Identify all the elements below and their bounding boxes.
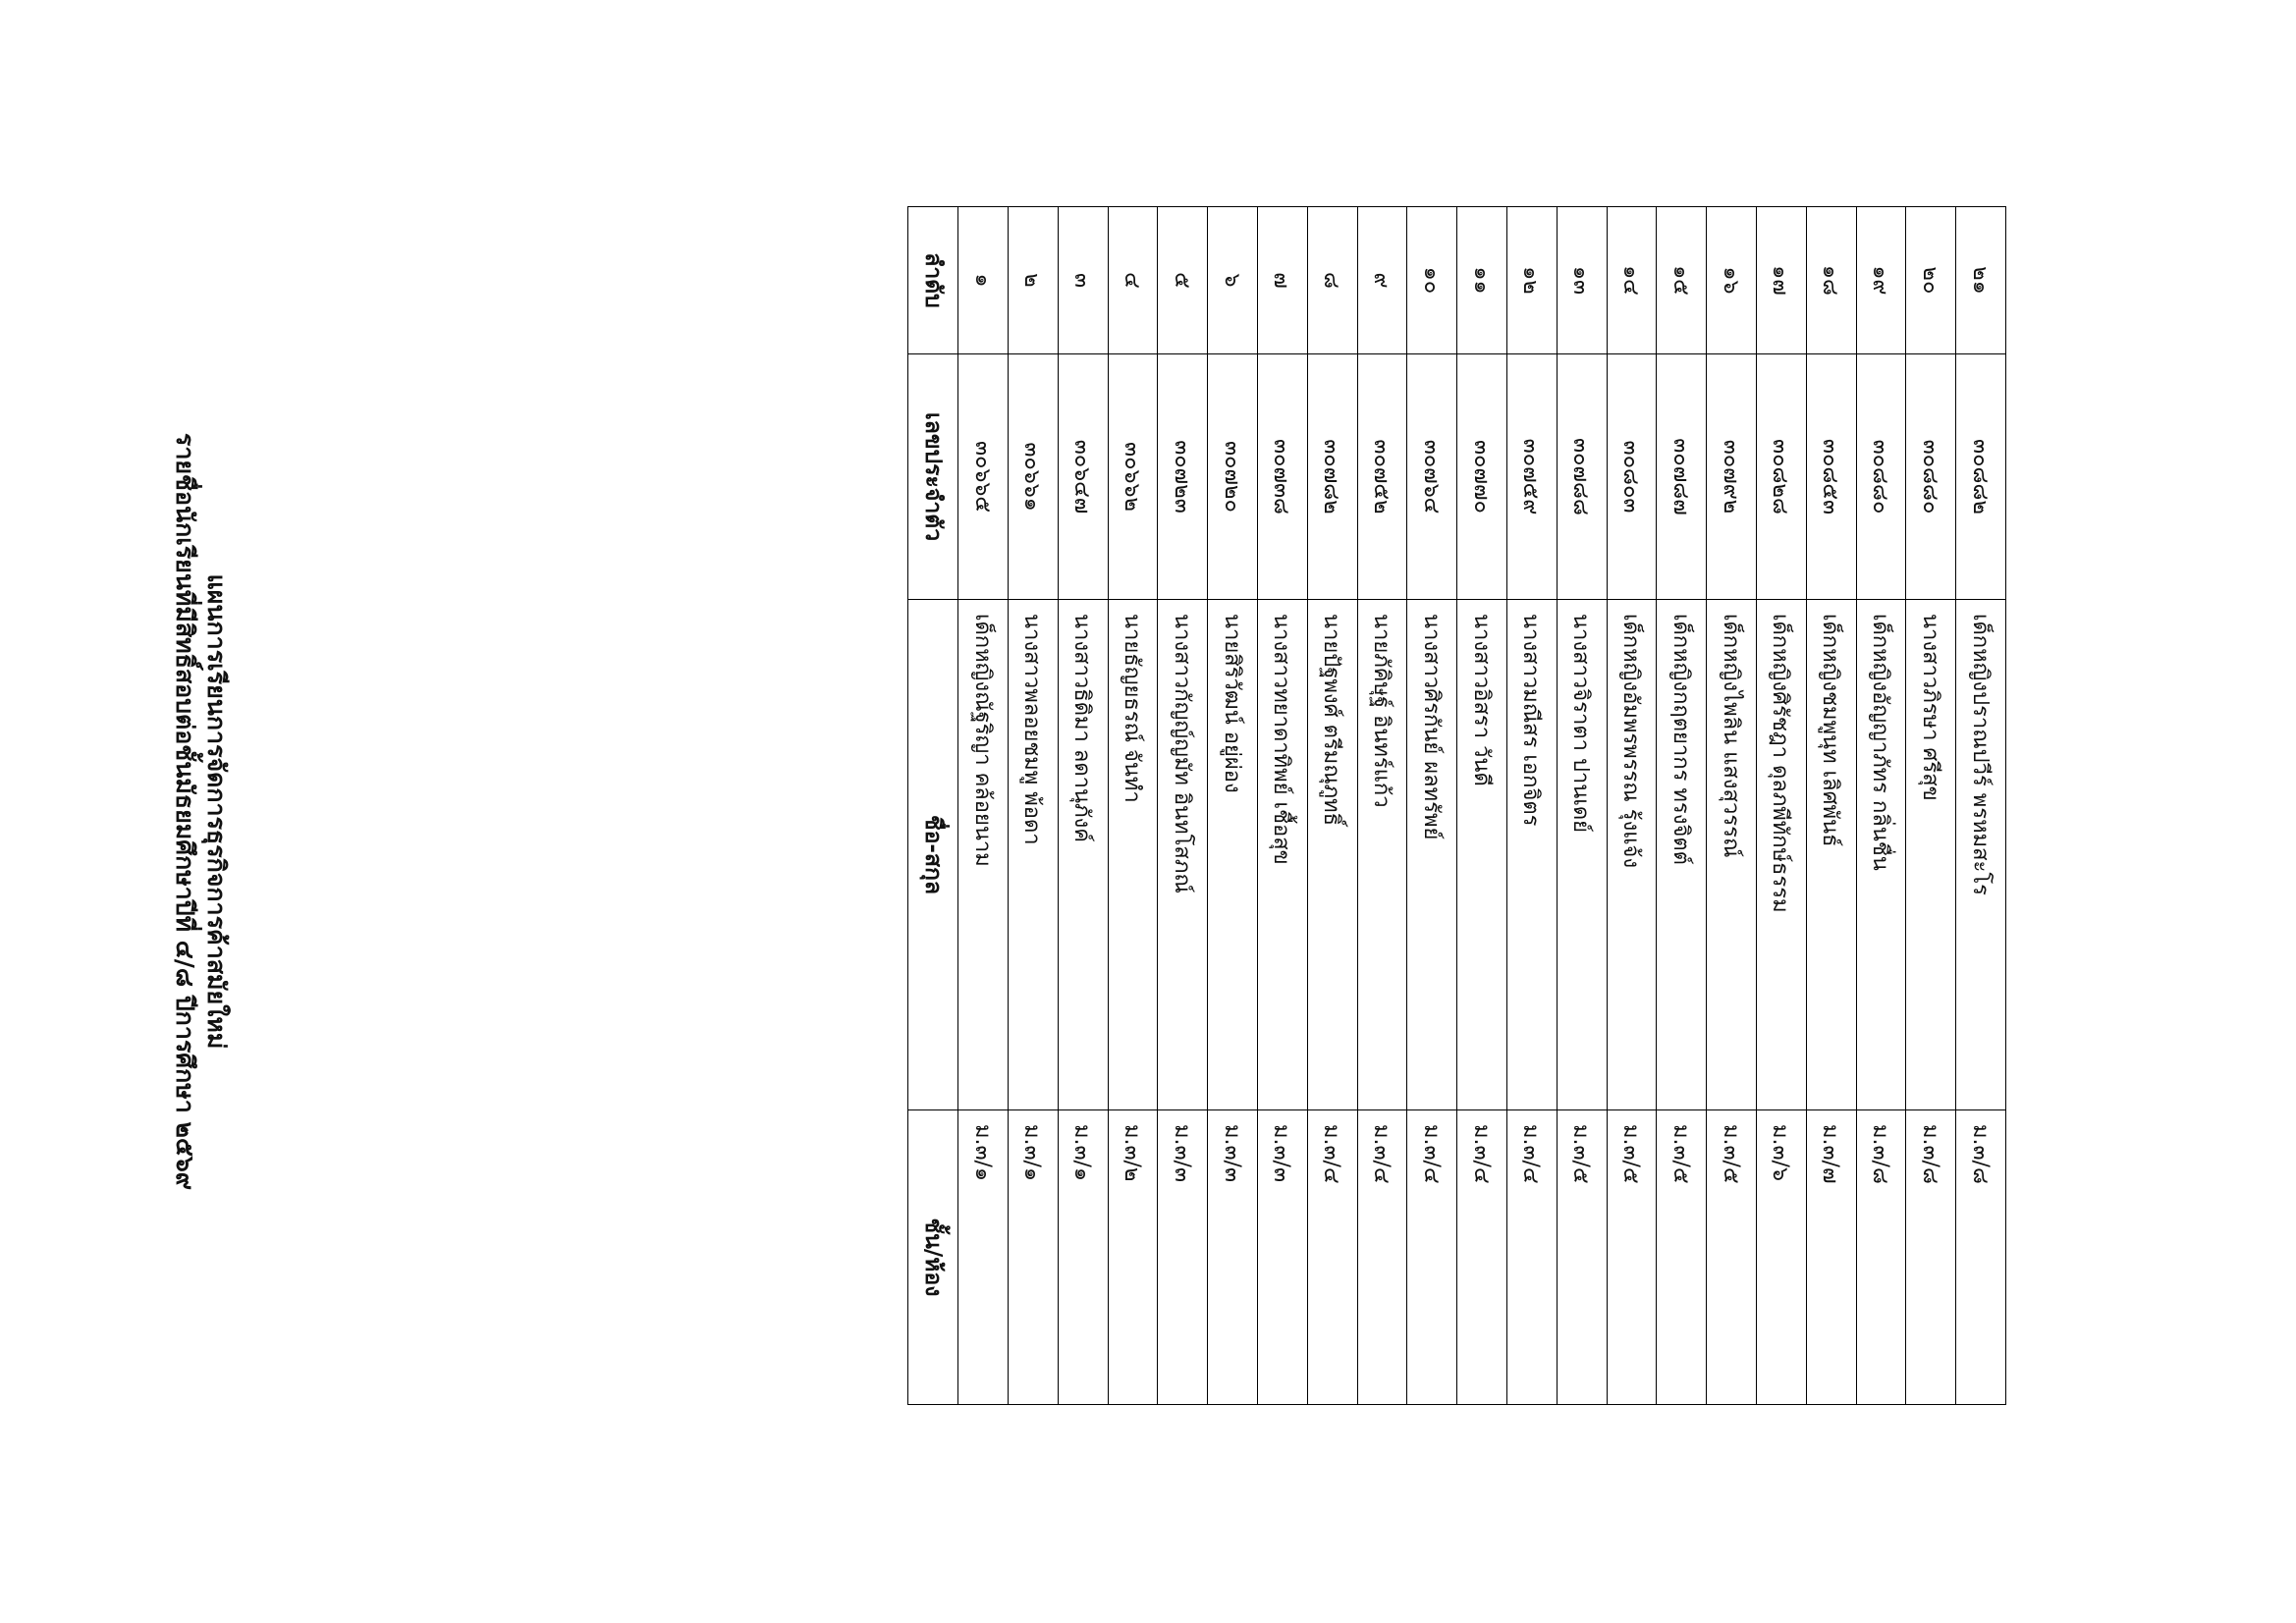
row-order: ๘ bbox=[1307, 207, 1357, 354]
row-student-name: นายภัคิษุฐ์ อินทร์แก้ว bbox=[1357, 600, 1407, 1110]
table-row bbox=[1806, 207, 1856, 1405]
row-class: ม.๓/๕ bbox=[1557, 1110, 1607, 1405]
row-class: ม.๓/๔ bbox=[1407, 1110, 1457, 1405]
header-student-id: เลขประจำตัว bbox=[908, 354, 958, 600]
row-order: ๔ bbox=[1108, 207, 1158, 354]
row-class: ม.๓/๕ bbox=[1657, 1110, 1707, 1405]
row-student-id: ๓๐๘๘๐ bbox=[1906, 354, 1956, 600]
row-student-id: ๓๐๗๓๘ bbox=[1258, 354, 1308, 600]
row-class: ม.๓/๒ bbox=[1108, 1110, 1158, 1405]
row-student-name: เด็กหญิงอัญญาภัทร กลิ่นชื่น bbox=[1856, 600, 1906, 1110]
row-order: ๒ bbox=[1009, 207, 1059, 354]
row-student-name: นางสาวอิสรา วันดี bbox=[1457, 600, 1507, 1110]
document-subtitle: แผนการเรียนการจัดการธุรกิจการค้าสมัยใหม่ bbox=[202, 573, 231, 1050]
row-student-name: นางสาวจิราตา ปานเดย์ bbox=[1557, 600, 1607, 1110]
row-order: ๕ bbox=[1158, 207, 1208, 354]
row-class: ม.๓/๕ bbox=[1707, 1110, 1757, 1405]
row-student-name: นางสาวธิดิมา ลดานุภังค์ bbox=[1058, 600, 1108, 1110]
row-order: ๑ bbox=[958, 207, 1009, 354]
row-class: ม.๓/๔ bbox=[1507, 1110, 1558, 1405]
document-title: รายชื่อนักเรียนที่มีสิทธิ์สอบต่อชั้นมัธยมศึกษาปีที่ ๔/๘ ปีการศึกษา ๒๕๖๙ bbox=[171, 432, 199, 1191]
row-order: ๑๑ bbox=[1457, 207, 1507, 354]
row-student-id: ๓๐๗๒๓ bbox=[1158, 354, 1208, 600]
student-roster-table bbox=[907, 206, 2006, 1405]
table-row bbox=[958, 207, 1009, 1405]
row-class: ม.๓/๔ bbox=[1357, 1110, 1407, 1405]
row-order: ๑๒ bbox=[1507, 207, 1558, 354]
table-row bbox=[1158, 207, 1208, 1405]
table-row bbox=[1507, 207, 1558, 1405]
row-class: ม.๓/๑ bbox=[958, 1110, 1009, 1405]
row-student-id: ๓๐๗๒๐ bbox=[1208, 354, 1258, 600]
row-order: ๒๐ bbox=[1906, 207, 1956, 354]
row-student-name: เด็กหญิงกฤตยากร ทรงจิตต์ bbox=[1657, 600, 1707, 1110]
row-class: ม.๓/๕ bbox=[1607, 1110, 1657, 1405]
row-student-name: นางสาวพลอยชมพู พ้อดา bbox=[1009, 600, 1059, 1110]
row-student-id: ๓๐๘๒๘ bbox=[1757, 354, 1807, 600]
row-order: ๑๙ bbox=[1856, 207, 1906, 354]
row-class: ม.๓/๓ bbox=[1258, 1110, 1308, 1405]
table-row bbox=[1557, 207, 1607, 1405]
table-row bbox=[1707, 207, 1757, 1405]
row-student-id: ๓๐๖๔๗ bbox=[1058, 354, 1108, 600]
row-student-name: นายปัฐพงศ์ ตรีมณุภูทธิ์ bbox=[1307, 600, 1357, 1110]
table-row bbox=[1208, 207, 1258, 1405]
row-student-id: ๓๐๘๐๓ bbox=[1607, 354, 1657, 600]
row-class: ม.๓/๘ bbox=[1906, 1110, 1956, 1405]
row-student-id: ๓๐๗๖๔ bbox=[1407, 354, 1457, 600]
table-row bbox=[1906, 207, 1956, 1405]
table-row bbox=[1856, 207, 1906, 1405]
row-student-name: นางสาวมณีสร เอกจิตร bbox=[1507, 600, 1558, 1110]
row-class: ม.๓/๘ bbox=[1856, 1110, 1906, 1405]
row-order: ๑๔ bbox=[1607, 207, 1657, 354]
row-order: ๙ bbox=[1357, 207, 1407, 354]
row-order: ๑๕ bbox=[1657, 207, 1707, 354]
row-class: ม.๓/๓ bbox=[1158, 1110, 1208, 1405]
header-name: ชื่อ-สกุล bbox=[908, 600, 958, 1110]
row-student-id: ๓๐๗๕๒ bbox=[1357, 354, 1407, 600]
row-order: ๑๐ bbox=[1407, 207, 1457, 354]
row-student-id: ๓๐๗๘๗ bbox=[1657, 354, 1707, 600]
row-student-name: นายธัญยธรณ์ จันทำ bbox=[1108, 600, 1158, 1110]
table-row bbox=[1407, 207, 1457, 1405]
roster-body bbox=[908, 207, 2006, 1405]
header-order: ลำดับ bbox=[908, 207, 958, 354]
row-student-id: ๓๐๖๖๑ bbox=[1009, 354, 1059, 600]
table-row bbox=[1657, 207, 1707, 1405]
row-class: ม.๓/๓ bbox=[1208, 1110, 1258, 1405]
table-row bbox=[1457, 207, 1507, 1405]
row-order: ๑๗ bbox=[1757, 207, 1807, 354]
row-class: ม.๓/๖ bbox=[1757, 1110, 1807, 1405]
row-student-name: นางสาวศิรกันย์ ผลทรัพย์ bbox=[1407, 600, 1457, 1110]
table-header-row bbox=[908, 207, 958, 1405]
header-class: ชั้น/ห้อง bbox=[908, 1110, 958, 1405]
row-student-name: เด็กหญิงณัฐริญา คล้อยนาม bbox=[958, 600, 1009, 1110]
row-student-name: เด็กหญิงศิรัชฎา ดุลภพีทักษ์ธรรม bbox=[1757, 600, 1807, 1110]
row-order: ๖ bbox=[1208, 207, 1258, 354]
row-student-name: นางสาวทยาดาทิพย์ เชื้อสุข bbox=[1258, 600, 1308, 1110]
row-student-id: ๓๐๗๘๒ bbox=[1307, 354, 1357, 600]
table-row bbox=[1956, 207, 2006, 1405]
row-order: ๓ bbox=[1058, 207, 1108, 354]
row-student-name: นางสาวกัญญ์ญมัท อินทโสภณ์ bbox=[1158, 600, 1208, 1110]
row-class: ม.๓/๗ bbox=[1806, 1110, 1856, 1405]
row-class: ม.๓/๑ bbox=[1058, 1110, 1108, 1405]
row-student-name: เด็กหญิงไพลิน แสงสุวรรณ์ bbox=[1707, 600, 1757, 1110]
row-student-name: นายสิริวัฒน์ อยู่ผ่อง bbox=[1208, 600, 1258, 1110]
row-class: ม.๓/๔ bbox=[1307, 1110, 1357, 1405]
row-student-name: นางสาวภิรษา ศรีสุข bbox=[1906, 600, 1956, 1110]
row-order: ๒๑ bbox=[1956, 207, 2006, 354]
table-row bbox=[1009, 207, 1059, 1405]
row-order: ๑๓ bbox=[1557, 207, 1607, 354]
row-student-id: ๓๐๗๕๙ bbox=[1507, 354, 1558, 600]
row-student-id: ๓๐๘๕๓ bbox=[1806, 354, 1856, 600]
row-student-id: ๓๐๗๗๐ bbox=[1457, 354, 1507, 600]
row-student-id: ๓๐๗๘๘ bbox=[1557, 354, 1607, 600]
row-class: ม.๓/๔ bbox=[1457, 1110, 1507, 1405]
row-student-id: ๓๐๖๖๕ bbox=[958, 354, 1009, 600]
row-class: ม.๓/๘ bbox=[1956, 1110, 2006, 1405]
table-row bbox=[1258, 207, 1308, 1405]
table-row bbox=[1357, 207, 1407, 1405]
table-row bbox=[1058, 207, 1108, 1405]
row-student-id: ๓๐๘๘๒ bbox=[1956, 354, 2006, 600]
table-row bbox=[1607, 207, 1657, 1405]
row-student-id: ๓๐๘๘๐ bbox=[1856, 354, 1906, 600]
row-student-name: เด็กหญิงชมพูนุท เลิศพันธ์ bbox=[1806, 600, 1856, 1110]
row-class: ม.๓/๑ bbox=[1009, 1110, 1059, 1405]
row-student-id: ๓๐๗๙๒ bbox=[1707, 354, 1757, 600]
row-student-name: เด็กหญิงอัมพรพรรณ รุ้งแจ้ง bbox=[1607, 600, 1657, 1110]
row-student-name: เด็กหญิงปราณปวีร์ พรหมสะโร bbox=[1956, 600, 2006, 1110]
row-order: ๗ bbox=[1258, 207, 1308, 354]
table-row bbox=[1757, 207, 1807, 1405]
row-order: ๑๖ bbox=[1707, 207, 1757, 354]
row-order: ๑๘ bbox=[1806, 207, 1856, 354]
table-row bbox=[1108, 207, 1158, 1405]
row-student-id: ๓๐๖๖๒ bbox=[1108, 354, 1158, 600]
table-row bbox=[1307, 207, 1357, 1405]
